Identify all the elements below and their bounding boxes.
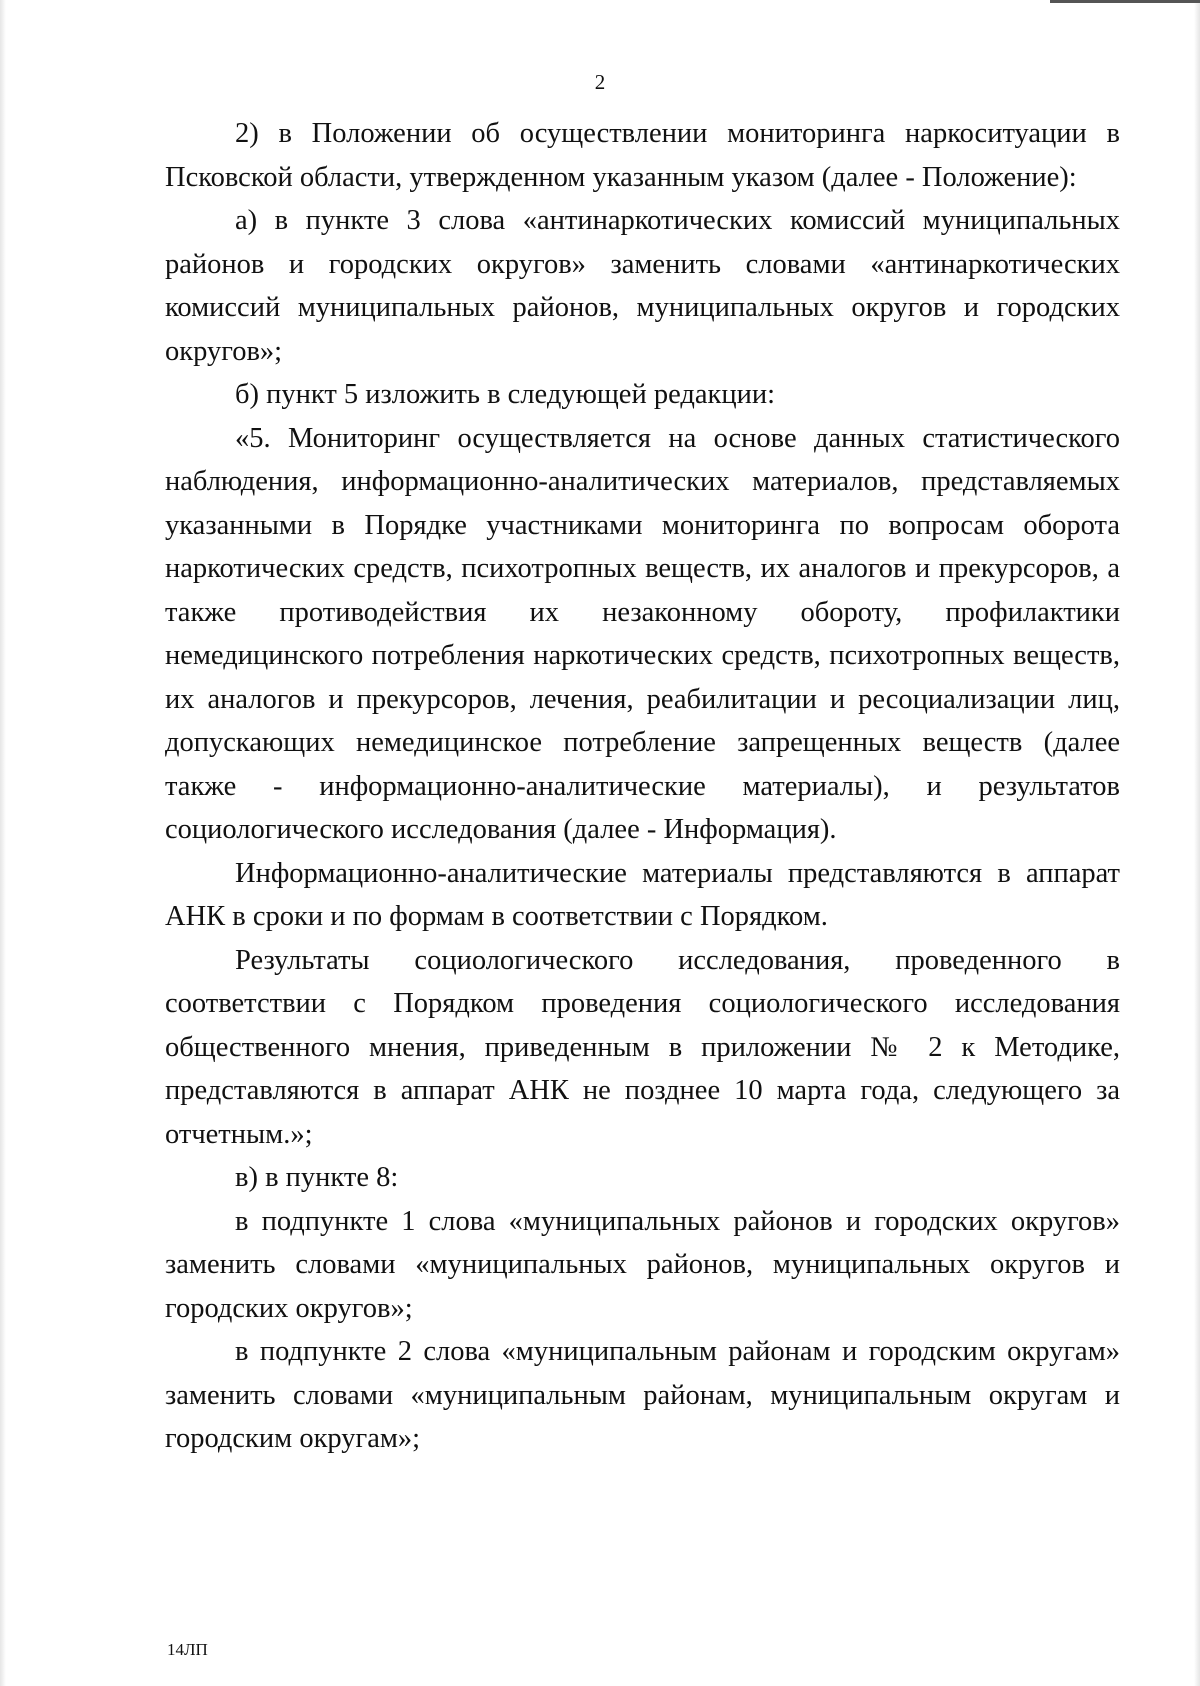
scan-right-edge xyxy=(1194,0,1200,1686)
paragraph-subclause-a: а) в пункте 3 слова «антинаркотических комиссий муниципальных районов и городских округов» заменить словами «антинаркотических комиссий муниципальных районов, муниципальных округов и городских округов»; xyxy=(165,205,1120,367)
scan-corner-mark xyxy=(1050,0,1200,3)
footer-code: 14ЛП xyxy=(167,1640,208,1659)
paragraph-subclause-b: б) пункт 5 изложить в следующей редакции: xyxy=(235,379,776,410)
page-number: 2 xyxy=(594,70,606,94)
document-body xyxy=(165,112,1120,1461)
paragraph-subpoint-2: в подпункте 2 слова «муниципальным районам и городским округам» заменить словами «муниципальным районам, муниципальным округам и городским округам»; xyxy=(165,1336,1120,1454)
paragraph-analytical-materials: Информационно-аналитические материалы представляются в аппарат АНК в сроки и по формам в соответствии с Порядком. xyxy=(165,857,1120,932)
paragraph-sociological-results: Результаты социологического исследования, проведенного в соответствии с Порядком проведения социологического исследования общественного мнения, приведенным в приложении № 2 к Методике, представляются в аппарат АНК не позднее 10 марта года, следующего за отчетным.»; xyxy=(165,944,1120,1150)
paragraph-subpoint-1: в подпункте 1 слова «муниципальных районов и городских округов» заменить словами «муниципальных районов, муниципальных округов и городских округов»; xyxy=(165,1205,1120,1324)
scan-left-edge xyxy=(0,0,6,1686)
paragraph-subclause-v: в) в пункте 8: xyxy=(235,1162,399,1193)
paragraph-clause-2: 2) в Положении об осуществлении мониторинга наркоситуации в Псковской области, утвержденном указанным указом (далее - Положение): xyxy=(165,118,1120,193)
paragraph-point-5: «5. Мониторинг осуществляется на основе данных статистического наблюдения, информационно-аналитических материалов, представляемых указанными в Порядке участниками мониторинга по вопросам оборота наркотических средств, психотропных веществ, их аналогов и прекурсоров, а также противодействия их незаконному обороту, профилактики немедицинского потребления наркотических средств, психотропных веществ, их аналогов и прекурсоров, лечения, реабилитации и ресоциализации лиц, допускающих немедицинское потребление запрещенных веществ (далее также - информационно-аналитические материалы), и результатов социологического исследования (далее - Информация). xyxy=(165,422,1120,845)
